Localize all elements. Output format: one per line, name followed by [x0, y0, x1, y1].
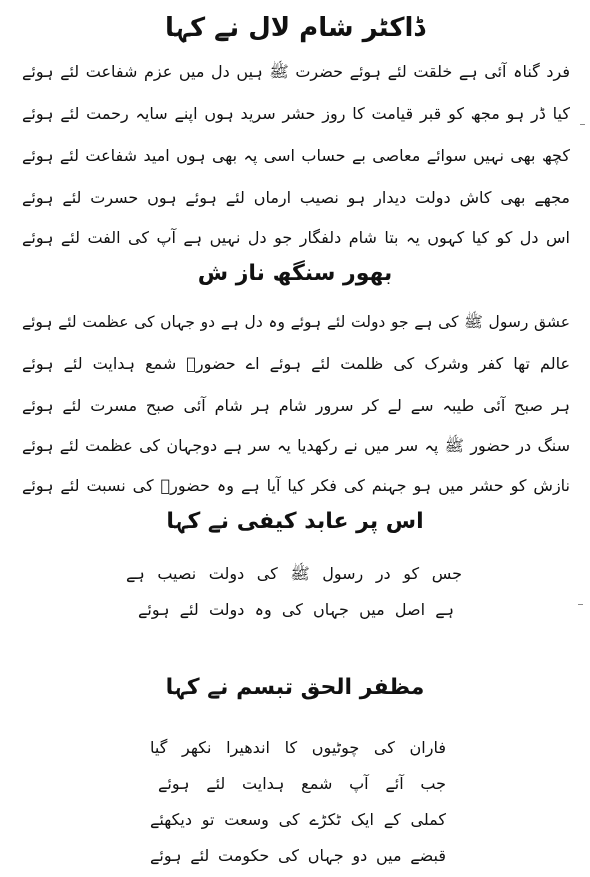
poem-line: جب آئے آپ شمع ہدایت لئے ہوئے: [158, 774, 446, 793]
section-1-title: ڈاکٹر شام لال نے کہا: [164, 13, 426, 43]
poem-line: عشق رسول ﷺ کی ہے جو دولت لئے ہوئے وہ دل ہے دو جہاں کی عظمت لئے ہوئے: [22, 313, 570, 331]
poem-line: مجھے بھی کاش دولت دیدار ہو نصیب ارماں لئے ہوئے ہوں حسرت لئے ہوئے: [22, 188, 570, 207]
poem-line: جس کو در رسول ﷺ کی دولت نصیب ہے: [126, 564, 462, 583]
poem-line: کیا ڈر ہو مجھ کو قبر قیامت کا روز حشر سرید ہوں اپنے سایہ رحمت لئے ہوئے: [22, 104, 570, 123]
poem-line: قبضے میں دو جہاں کی حکومت لئے ہوئے: [150, 846, 446, 865]
scan-speck: [580, 124, 585, 125]
poem-line: کچھ بھی نہیں سوائے معاصی بے حساب اسی پہ بھی ہوں امید شفاعت لئے ہوئے: [22, 146, 570, 165]
section-3-title: اس پر عابد کیفی نے کہا: [166, 509, 424, 534]
poem-line: فاران کی چوٹیوں کا اندھیرا نکھر گیا: [150, 738, 446, 757]
poem-line: فرد گناہ آئی ہے خلقت لئے ہوئے حضرت ﷺ ہیں دل میں عزم شفاعت لئے ہوئے: [22, 62, 570, 81]
poem-line: اس دل کو کیا کہوں یہ بتا شام دلفگار جو دل نہیں ہے آپ کی الفت لئے ہوئے: [22, 228, 570, 247]
poem-line: سنگ در حضور ﷺ پہ سر میں نے رکھدیا یہ سر ہے دوجہان کی عظمت لئے ہوئے: [22, 436, 570, 455]
section-2-title: بھور سنگھ ناز ش: [197, 261, 393, 286]
poem-line: ہر صبح آئی طیبہ سے لے کر سرور شام ہر شام آئی صبح مسرت لئے ہوئے: [22, 396, 570, 415]
scan-speck: [578, 604, 583, 605]
poem-line: نازش کو حشر میں ہو جہنم کی فکر کیا آیا ہے وہ حضورؐ کی نسبت لئے ہوئے: [22, 476, 570, 495]
poem-line: ہے اصل میں جہاں کی وہ دولت لئے ہوئے: [138, 600, 454, 619]
poem-line: کملی کے ایک ٹکڑے کی وسعت تو دیکھئے: [150, 810, 446, 829]
section-4-title: مظفر الحق تبسم نے کہا: [165, 675, 425, 700]
poem-line: عالم تھا کفر وشرک کی ظلمت لئے ہوئے اے حضورؐ شمع ہدایت لئے ہوئے: [22, 354, 570, 373]
